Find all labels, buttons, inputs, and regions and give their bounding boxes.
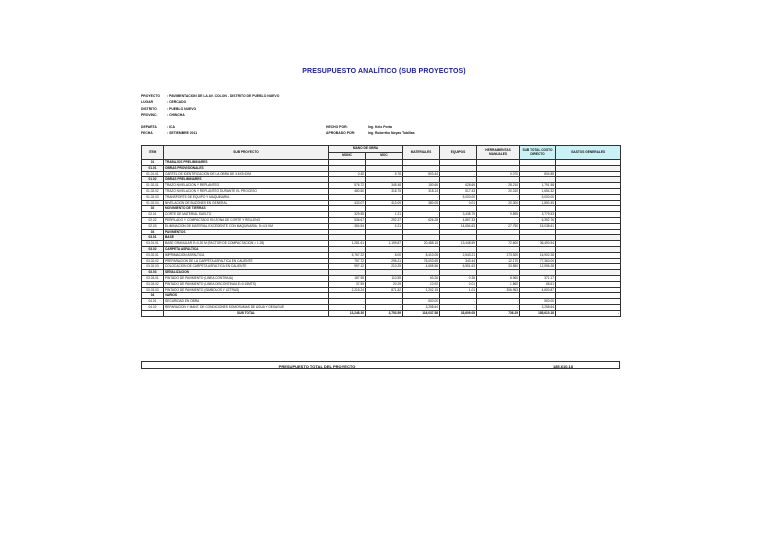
cell-materiales: 150.66 — [403, 183, 440, 189]
cell-item: 03.01 — [142, 235, 164, 241]
info-row — [141, 130, 279, 136]
cell-moc: 1.21 — [366, 212, 403, 218]
cell-herramientas: 20.310 — [477, 188, 520, 194]
cell-herramientas: 28.210 — [477, 183, 520, 189]
header-materiales: MATERIALES — [403, 146, 440, 160]
cell-item: 03.02.01 — [142, 252, 164, 258]
cell-herramientas: 9.895 — [477, 212, 520, 218]
cell-item: 03.03.02 — [142, 281, 164, 287]
cell-item: 01.02.03 — [142, 194, 164, 200]
cell-equipos: 1.01 — [440, 287, 477, 293]
info-value: : CHINCHA — [167, 113, 185, 118]
header-equipos: EQUIPOS — [440, 146, 477, 160]
cell-sub-total: 1,850.45 — [520, 200, 556, 206]
cell-equipos: 2,543.21 — [440, 252, 477, 258]
cell-herramientas: 20.300 — [477, 200, 520, 206]
cell-sub-total: 36,490.54 — [520, 241, 556, 247]
info-row — [141, 112, 279, 118]
cell-item: 02.01 — [142, 212, 164, 218]
cell-equipos: 5,000.00 — [440, 194, 477, 200]
cell-monc: 1,281.61 — [329, 241, 366, 247]
cell-description: PINTADO DE PAVIMENTO (SIMBOLOS Y LETRAS) — [164, 287, 329, 293]
cell-item: 01.02.01 — [142, 183, 164, 189]
cell-description: PINTADO DE PAVIMENTO (LINEA DISCONTINUA E=0.15MTS) — [164, 281, 329, 287]
info-value: Ing. Robertho Noyas Tubillas — [368, 131, 415, 136]
cell-materiales: - — [403, 194, 440, 200]
cell-item: 03.02.03 — [142, 264, 164, 270]
cell-materiales: 3,258.64 — [403, 304, 440, 310]
info-key: APROBADO POR: — [326, 131, 356, 136]
cell-herramientas: - — [477, 304, 520, 310]
cell-description: SEÑALIZACION — [164, 270, 329, 276]
cell-herramientas: 72.600 — [477, 241, 520, 247]
cell-moc: - — [366, 304, 403, 310]
cell-sub-total: 6,352.76 — [520, 217, 556, 223]
cell-herramientas: 12.170 — [477, 258, 520, 264]
cell-herramientas: - — [477, 194, 520, 200]
page-title: PRESUPUESTO ANALÍTICO (SUB PROYECTOS) — [302, 68, 466, 75]
cell-moc: 292.37 — [366, 217, 403, 223]
info-key: HECHO POR: — [326, 125, 348, 129]
cell-item: 01.02 — [142, 177, 164, 183]
project-total-value: 185,610.18 — [552, 363, 573, 369]
cell-moc: 345.48 — [366, 183, 403, 189]
cell-monc: 5,767.22 — [329, 252, 366, 258]
cell-materiales: 803.44 — [403, 171, 440, 177]
info-key: DEPARTA — [141, 124, 157, 129]
cell-moc: - — [366, 194, 403, 200]
cell-sub-total: 68.61 — [520, 281, 556, 287]
subtotal-cell-materiales: 116,037.58 — [403, 310, 440, 316]
cell-monc: - — [329, 299, 366, 305]
cell-sub-total: 1,791.58 — [520, 183, 556, 189]
info-key: DISTRITO — [141, 106, 157, 111]
cell-description: CORTE DE MATERIAL SUELTO — [164, 212, 329, 218]
header-sub-proyecto: SUB PROYECTO — [164, 146, 329, 160]
cell-description: SEGURIDAD EN OBRA — [164, 299, 329, 305]
cell-monc: 997.12 — [329, 264, 366, 270]
cell-item: 01.02.02 — [142, 188, 164, 194]
cell-equipos: 628.66 — [440, 183, 477, 189]
cell-description: REPARACION Y MANT. DE CONDICIONES SOMOSUMAS DE AGUA Y DESAGUE — [164, 304, 329, 310]
subtotal-cell-herramientas: 736.29 — [477, 310, 520, 316]
cell-description: TRAZO NIVELACION Y REPLANTEO DURANTE EL PROCESO — [164, 188, 329, 194]
header-mano-obra: MANO DE OBRA — [329, 146, 403, 153]
info-value: : PUEBLO NUEVO — [167, 106, 197, 111]
cell-sub-total: 16,902.28 — [520, 252, 556, 258]
cell-materiales: 20,488.15 — [403, 241, 440, 247]
cell-herramientas: - — [477, 217, 520, 223]
cell-description: PREPARACION DE LA CARPETA ASFALTICA EN CALIENTE — [164, 258, 329, 264]
cell-item: 03.03 — [142, 270, 164, 276]
cell-item: 03.03.01 — [142, 275, 164, 281]
subtotal-label: SUB TOTAL — [164, 310, 329, 316]
cell-description: OBRAS PROVISIONALES — [164, 165, 329, 171]
cell-description: CARPETA ASFALTICA — [164, 246, 329, 252]
cell-monc: - — [329, 194, 366, 200]
cell-equipos: 517.43 — [440, 188, 477, 194]
cell-materiales: 318.14 — [403, 188, 440, 194]
cell-herramientas: 306.953 — [477, 287, 520, 293]
cell-monc: 2,215.24 — [329, 287, 366, 293]
cell-item: 03.01.01 — [142, 241, 164, 247]
cell-monc: 576.72 — [329, 183, 366, 189]
header-monc: MONC — [329, 153, 366, 160]
info-key: PROVINC. — [141, 113, 158, 118]
cell-sub-total: 5,000.00 — [520, 194, 556, 200]
cell-description: COLOCACION DE CARPETA ASFALTICA EN CALIENTE — [164, 264, 329, 270]
cell-item: 02 — [142, 206, 164, 212]
cell-item: 01.01.01 — [142, 171, 164, 177]
cell-materiales: 500.00 — [403, 299, 440, 305]
cell-description: CARTEL DE IDENTIFICACION DE LA OBRA DE 3.6X9.4XM — [164, 171, 329, 177]
cell-sub-total: 3,779.53 — [520, 212, 556, 218]
cell-monc: - — [329, 304, 366, 310]
cell-item: 03.02 — [142, 246, 164, 252]
info-value: : CERCADO — [167, 100, 187, 105]
cell-description: PAVIMENTOS — [164, 229, 329, 235]
subtotal-row — [142, 310, 621, 316]
cell-moc: 210.29 — [366, 264, 403, 270]
cell-sub-total: 77,363.00 — [520, 258, 556, 264]
cell-sub-total: 4,600.87 — [520, 287, 556, 293]
cell-sub-total: 3,258.64 — [520, 304, 556, 310]
cell-item: 02.02 — [142, 217, 164, 223]
cell-materiales: - — [403, 212, 440, 218]
cell-materiales: 8,410.05 — [403, 252, 440, 258]
cell-materiales: 626.28 — [403, 217, 440, 223]
cell-description: NIVELACION DE BUZONES EN GENERAL — [164, 200, 329, 206]
cell-description: PERFILADO Y COMPACTADO EN ZONA DE CORTE Y RELLENO — [164, 217, 329, 223]
cell-moc: 318.75 — [366, 188, 403, 194]
budget-table — [141, 145, 621, 317]
cell-item: 01.02.04 — [142, 200, 164, 206]
cell-description: IMPRIMACION ASFALTICA — [164, 252, 329, 258]
cell-item: 01 — [142, 160, 164, 166]
cell-herramientas: - — [477, 299, 520, 305]
subtotal-cell-sub-total: 185,610.18 — [520, 310, 556, 316]
cell-moc: 110.55 — [366, 275, 403, 281]
cell-monc: 536.67 — [329, 217, 366, 223]
cell-equipos: - — [440, 304, 477, 310]
cell-description: TRABAJOS PRELIMINARES — [164, 160, 329, 166]
subtotal-cell-gastos: - — [556, 310, 621, 316]
cell-monc: 0.40 — [329, 171, 366, 177]
cell-description: PINTADO DE PAVIMENTO (LINEA CONTINUA) — [164, 275, 329, 281]
cell-materiales: 380.05 — [403, 200, 440, 206]
info-value: : PAVIMENTACION DE LA AV. COLON - DISTRITO DE PUEBLO NUEVO — [167, 94, 280, 98]
cell-equipos: 343.44 — [440, 258, 477, 264]
cell-moc: 4.21 — [366, 223, 403, 229]
cell-equipos: 0.35 — [440, 275, 477, 281]
cell-equipos: 14,654.63 — [440, 223, 477, 229]
cell-description: VARIOS — [164, 293, 329, 299]
cell-herramientas: 1.860 — [477, 281, 520, 287]
subtotal-cell-moc: 3,753.59 — [366, 310, 403, 316]
cell-description: OBRAS PRELIMINARES — [164, 177, 329, 183]
cell-item: 02.03 — [142, 223, 164, 229]
project-info — [141, 93, 279, 136]
cell-materiales: 63.26 — [403, 275, 440, 281]
cell-sub-total: 804.85 — [520, 171, 556, 177]
cell-equipos: 0.01 — [440, 281, 477, 287]
cell-monc: 433.07 — [329, 200, 366, 206]
cell-moc: 413.09 — [366, 200, 403, 206]
cell-materiales: 10.92 — [403, 281, 440, 287]
info-value: : SETIEMBRE 2011 — [167, 131, 198, 136]
cell-description: ELIMINACION DE MATERIAL EXCEDENTE CON MAQUINARIA, D=4.5 KM — [164, 223, 329, 229]
cell-description: MOVIMIENTO DE TIERRAS — [164, 206, 329, 212]
header-item: ITEM — [142, 146, 164, 160]
cell-materiales: 76,003.65 — [403, 258, 440, 264]
cell-description: TRANSPORTE DE EQUIPO Y MAQUINARIA — [164, 194, 329, 200]
header-herramientas: HERRAMIENTAS MANUALES — [477, 146, 520, 160]
cell-item: 03 — [142, 229, 164, 235]
info-key: LUGAR — [141, 100, 154, 105]
info-row — [326, 130, 415, 136]
cell-item: 03.03.03 — [142, 287, 164, 293]
header-sub-total: SUB TOTAL COSTO DIRECTO — [520, 146, 556, 160]
cell-sub-total: 15,038.61 — [520, 223, 556, 229]
cell-sub-total: 500.00 — [520, 299, 556, 305]
cell-herramientas: 0.070 — [477, 171, 520, 177]
subtotal-cell-monc: 13,246.30 — [329, 310, 366, 316]
cell-equipos: - — [440, 299, 477, 305]
cell-item: 01.01 — [142, 165, 164, 171]
cell-equipos: 6,551.63 — [440, 264, 477, 270]
cell-moc: 295.21 — [366, 258, 403, 264]
cell-equipos: 4,867.33 — [440, 217, 477, 223]
cell-equipos: 0.01 — [440, 200, 477, 206]
cell-sub-total: 1,654.32 — [520, 188, 556, 194]
cell-moc: 8.00 — [366, 252, 403, 258]
subtotal-cell-equipos: 33,609.05 — [440, 310, 477, 316]
project-total — [141, 361, 620, 369]
cell-materiales: - — [403, 223, 440, 229]
cell-herramientas: 33.850 — [477, 264, 520, 270]
cell-item: 04.01 — [142, 299, 164, 305]
header-moc: MOC — [366, 153, 403, 160]
cell-herramientas: 8.960 — [477, 275, 520, 281]
cell-monc: 480.60 — [329, 188, 366, 194]
cell-moc: 5.76 — [366, 171, 403, 177]
cell-herramientas: 27.750 — [477, 223, 520, 229]
info-value: : ICA — [167, 124, 175, 129]
info-value: Ing. Kelo Porta — [368, 125, 392, 129]
cell-materiales: 1,202.15 — [403, 287, 440, 293]
info-key: PROYECTO — [141, 94, 160, 98]
cell-sub-total: 371.17 — [520, 275, 556, 281]
cell-monc: 354.54 — [329, 223, 366, 229]
project-total-label: PRESUPUESTO TOTAL DEL PROYECTO — [278, 363, 356, 369]
cell-description: BASE GRANULAR E=0.20 M (FACTOR DE COMPACTACION = 1.25) — [164, 241, 329, 247]
cell-monc: 329.55 — [329, 212, 366, 218]
cell-item: 03.02.02 — [142, 258, 164, 264]
cell-monc: 37.59 — [329, 281, 366, 287]
info-key: FECHA — [141, 131, 153, 136]
cell-equipos: 13,448.59 — [440, 241, 477, 247]
cell-materiales: 4,655.56 — [403, 264, 440, 270]
cell-monc: 187.95 — [329, 275, 366, 281]
cell-description: TRAZO NIVELACION Y REPLANTEO — [164, 183, 329, 189]
cell-sub-total: 12,596.28 — [520, 264, 556, 270]
cell-moc: 20.29 — [366, 281, 403, 287]
cell-equipos: - — [440, 171, 477, 177]
cell-description: BASE — [164, 235, 329, 241]
cell-empty — [142, 310, 164, 316]
header-gastos: GASTOS GENERALES — [556, 146, 621, 160]
cell-moc: 871.52 — [366, 287, 403, 293]
cell-moc: - — [366, 299, 403, 305]
cell-item: 04.02 — [142, 304, 164, 310]
cell-monc: 757.72 — [329, 258, 366, 264]
cell-moc: 1,199.87 — [366, 241, 403, 247]
cell-herramientas: 173.920 — [477, 252, 520, 258]
cell-equipos: 3,438.75 — [440, 212, 477, 218]
cell-item: 04 — [142, 293, 164, 299]
approval-info — [326, 124, 415, 137]
